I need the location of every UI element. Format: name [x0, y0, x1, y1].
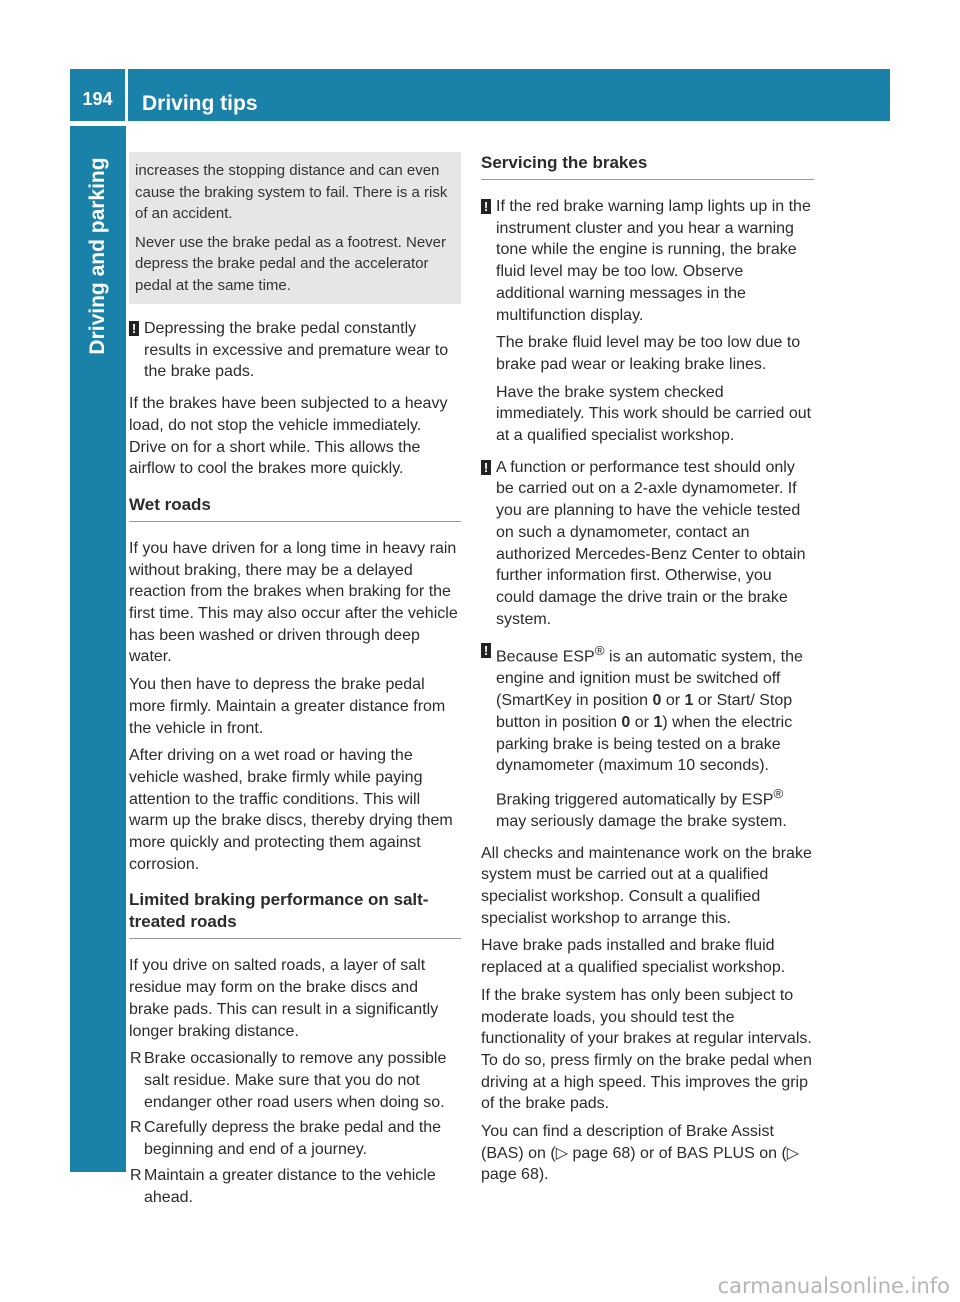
- page-ref-arrow-icon: ▷: [786, 1144, 800, 1162]
- exclamation-icon: !: [481, 643, 491, 658]
- note-brake-wear: [129, 318, 461, 383]
- list-item: [129, 1048, 461, 1113]
- note-dynamometer: [481, 457, 814, 631]
- paragraph: If you have driven for a long time in heavy rain without braking, there may be a delayed reaction from the brakes when braking for the first time. This may also occur after the vehicle has been washed or driven through deep water.: [129, 539, 458, 666]
- note-esp: [481, 640, 814, 832]
- heading-wet-roads: Wet roads: [129, 494, 461, 522]
- note-text: Have the brake system checked immediately. This work should be carried out at a qualified specialist workshop.: [496, 383, 812, 445]
- bas-reference: You can find a description of Brake Assist (BAS) on (▷ page 68) or of BAS PLUS on (▷ page 68).: [481, 1123, 800, 1184]
- heading-salt-roads: Limited braking performance on salt-treated roads: [129, 889, 461, 939]
- paragraph: If the brakes have been subjected to a heavy load, do not stop the vehicle immediately. Drive on for a short while. This allows the airflow to cool the brakes more quickly.: [129, 395, 448, 478]
- note-text: The brake fluid level may be too low due to brake pad wear or leaking brake lines.: [496, 334, 801, 373]
- note-text: Because ESP® is an automatic system, the engine and ignition must be switched off (SmartKey in position 0 or 1 or Start/ Stop button in position 0 or 1) when the electric parking brake is being tested on a brake dynamometer (maximum 10 seconds).: [496, 643, 803, 775]
- paragraph: Have brake pads installed and brake fluid replaced at a qualified specialist workshop.: [481, 937, 786, 977]
- header-divider: [125, 69, 128, 121]
- bullet-icon: R: [130, 1119, 142, 1137]
- left-column: [129, 152, 461, 1212]
- right-column: [481, 152, 814, 1192]
- note-red-lamp: [481, 196, 814, 447]
- paragraph: If the brake system has only been subject to moderate loads, you should test the functionality of your brakes at regular intervals. To do so, press firmly on the brake pedal when driving at a high speed. This improves the grip of the brake pads.: [481, 986, 812, 1113]
- bullet-list: [129, 1048, 461, 1208]
- paragraph: After driving on a wet road or having the vehicle washed, brake firmly while paying attention to the traffic conditions. This will warm up the brake discs, thereby drying them more quickly and protecting them against corrosion.: [129, 747, 453, 873]
- page-ref-arrow-icon: ▷: [555, 1144, 568, 1162]
- list-item-text: Brake occasionally to remove any possible salt residue. Make sure that you do not endanger other road users when doing so.: [144, 1050, 447, 1111]
- watermark: carmanualsonline.info: [717, 1274, 950, 1298]
- heading-servicing: Servicing the brakes: [481, 152, 814, 180]
- list-item: [129, 1117, 461, 1160]
- note-text: Braking triggered automatically by ESP® may seriously damage the brake system.: [496, 785, 787, 830]
- warning-box: [129, 152, 461, 304]
- exclamation-icon: !: [481, 460, 491, 475]
- page-number: 194: [82, 89, 113, 109]
- paragraph: All checks and maintenance work on the brake system must be carried out at a qualified specialist workshop. Consult a qualified specialist workshop to arrange this.: [481, 844, 812, 927]
- list-item-text: Carefully depress the brake pedal and the beginning and end of a journey.: [144, 1119, 442, 1159]
- list-item: [129, 1165, 461, 1208]
- paragraph: If you drive on salted roads, a layer of salt residue may form on the brake discs and brake pads. This can result in a significantly longer braking distance.: [129, 957, 439, 1040]
- bullet-icon: R: [130, 1166, 142, 1184]
- exclamation-icon: !: [129, 321, 139, 336]
- note-text: A function or performance test should only be carried out on a 2-axle dynamometer. If you are planning to have the vehicle tested on such a dynamometer, contact an authorized Mercedes-Benz Center to obtain further information first. Otherwise, you could damage the drive train or the brake system.: [496, 458, 806, 628]
- list-item-text: Maintain a greater distance to the vehicle ahead.: [144, 1166, 436, 1206]
- paragraph: You then have to depress the brake pedal more firmly. Maintain a greater distance from the vehicle in front.: [129, 676, 446, 737]
- warning-text: Never use the brake pedal as a footrest. Never depress the brake pedal and the accelerator pedal at the same time.: [135, 233, 447, 294]
- chapter-tab-label: Driving and parking: [86, 157, 109, 355]
- exclamation-icon: !: [481, 199, 491, 214]
- warning-text: increases the stopping distance and can even cause the braking system to fail. There is a risk of an accident.: [135, 162, 448, 222]
- section-title: Driving tips: [142, 92, 258, 115]
- note-text: If the red brake warning lamp lights up in the instrument cluster and you hear a warning tone while the engine is running, the brake fluid level may be too low. Observe additional warning messages in the multifunction display.: [496, 198, 811, 324]
- bullet-icon: R: [130, 1050, 142, 1068]
- note-text: Depressing the brake pedal constantly results in excessive and premature wear to the brake pads.: [144, 320, 449, 381]
